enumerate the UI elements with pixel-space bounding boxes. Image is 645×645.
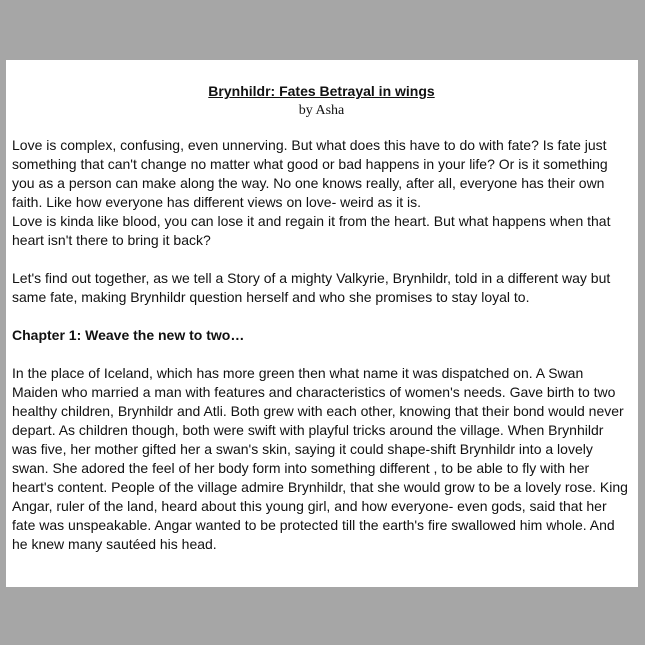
intro-paragraph-3: Let's find out together, as we tell a Story of a mighty Valkyrie, Brynhildr, told in a different way but same fate, making Brynhildr question herself and who she promises to stay loyal to. xyxy=(12,270,611,305)
intro-paragraph-2: Love is kinda like blood, you can lose it and regain it from the heart. But what happens when that heart isn't there to bring it back? xyxy=(12,213,611,248)
document-byline: by Asha xyxy=(298,103,345,118)
chapter-paragraph: In the place of Iceland, which has more green then what name it was dispatched on. A Swan Maiden who married a man with features and characteristics of women's needs. Gave birth to two healthy children, Brynhildr and Atli. Both grew with each other, knowing that their bond would never depart. As children though, both were swift with playful tricks around the village. When Brynhildr was five, her mother gifted her a swan's skin, saying it could shape-shift Brynhildr into a lovely swan. She adored the feel of her body form into something different , to be able to fly with her heart's content. People of the village admire Brynhildr, that she would grow to be a lovely rose. King Angar, ruler of the land, heard about this young girl, and how everyone- even gods, said that her fate was unspeakable. Angar wanted to be protected till the earth's fire swallowed him whole. And he knew many sautéed his head. xyxy=(12,365,628,552)
document-page xyxy=(6,60,638,587)
document-title: Brynhildr: Fates Betrayal in wings xyxy=(208,83,435,99)
spacer xyxy=(12,345,631,364)
spacer xyxy=(12,250,631,269)
intro-paragraph-1: Love is complex, confusing, even unnerving. But what does this have to do with fate? Is fate just something that can't change no matter what good or bad happens in your life? Or is it something you as a person can make along the way. No one knows really, after all, everyone has their own faith. Like how everyone has different views on love- weird as it is. xyxy=(12,137,608,210)
spacer xyxy=(12,307,631,326)
chapter-heading: Chapter 1: Weave the new to two… xyxy=(12,327,245,343)
